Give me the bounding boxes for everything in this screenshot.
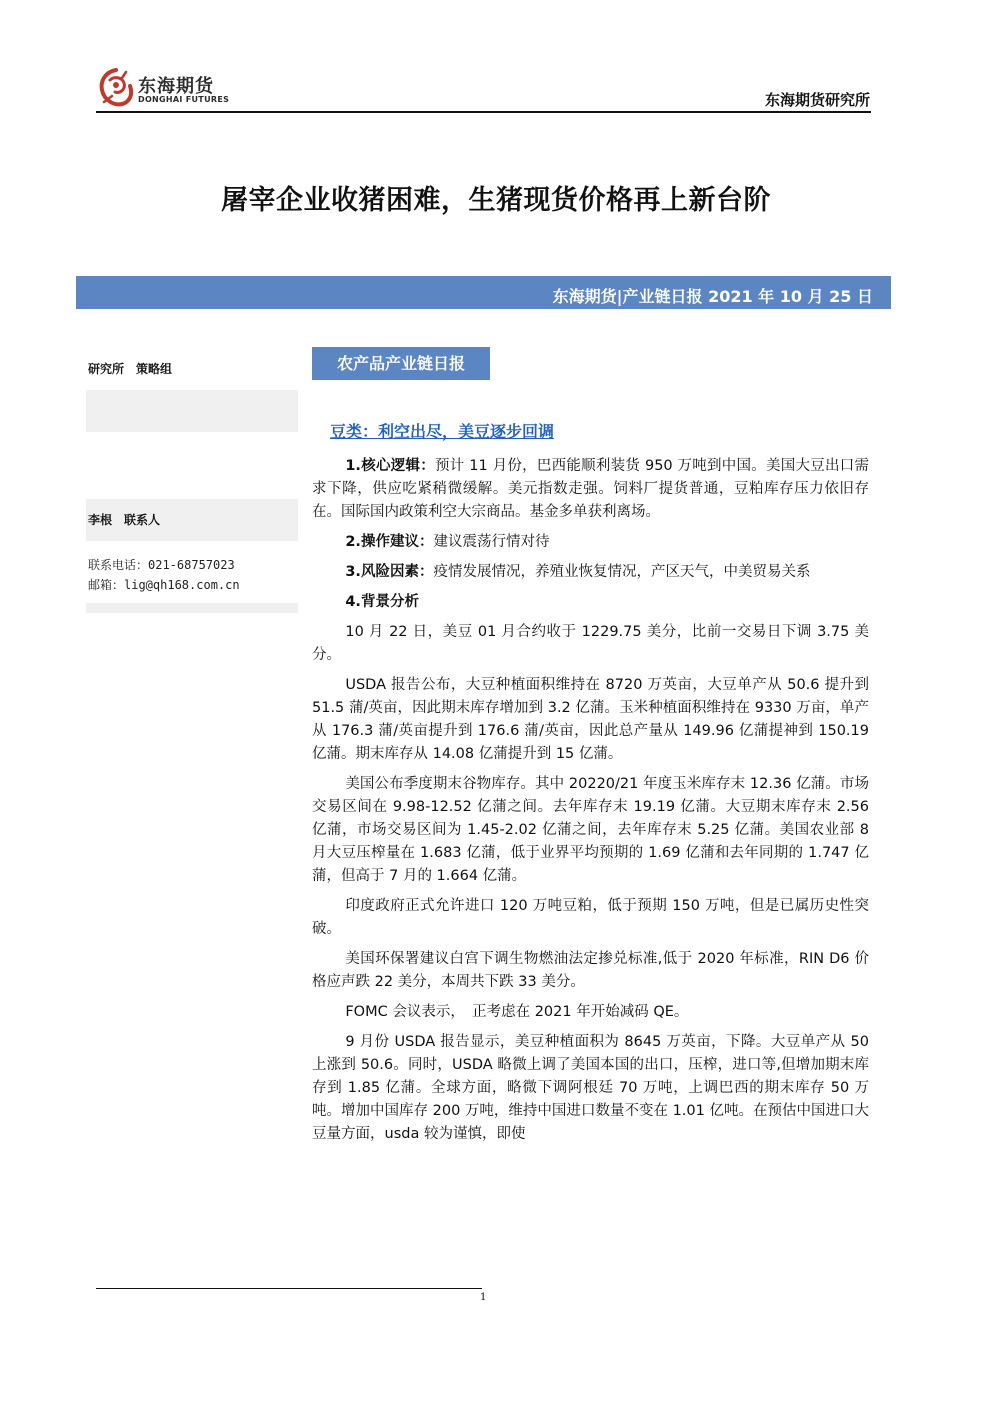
section-tag: 农产品产业链日报 bbox=[312, 347, 490, 380]
paragraph-risk: 3.风险因素：疫情发展情况，养殖业恢复情况，产区天气，中美贸易关系 bbox=[345, 564, 811, 580]
dragon-logo-icon bbox=[96, 66, 136, 110]
page-number: 1 bbox=[480, 1292, 487, 1303]
paragraph: 美国环保署建议白宫下调生物燃油法定掺兑标准,低于 2020 年标准，RIN D6 价格应声跌 22 美分，本周共下跌 33 美分。 bbox=[312, 951, 869, 990]
sidebar-contact-info bbox=[86, 541, 298, 595]
label-risk: 3.风险因素： bbox=[345, 564, 434, 580]
paragraph: 美国公布季度期末谷物库存。其中 20220/21 年度玉米库存末 12.36 亿蒲。市场交易区间在 9.98-12.52 亿蒲之间。去年库存末 19.19 亿蒲。大豆期末库存末 2.56 亿蒲，市场交易区间为 1.45-2.02 亿蒲之间，去年库存末 5.25 亿蒲。美国农业部 8 月大豆压榨量在 1.683 亿蒲，低于业界平均预期的 1.69 亿蒲和去年同期的 1.747 亿蒲，但高于 7 月的 1.664 亿蒲。 bbox=[312, 776, 869, 884]
paragraph: 9 月份 USDA 报告显示，美豆种植面积为 8645 万英亩，下降。大豆单产从 50 上涨到 50.6。同时，USDA 略微上调了美国本国的出口，压榨，进口等,但增加期末库存到 1.85 亿蒲。全球方面，略微下调阿根廷 70 万吨，上调巴西的期末库存 50 万吨。增加中国库存 200 万吨，维持中国进口数量不变在 1.01 亿吨。在预估中国进口大豆量方面，usda 较为谨慎，即使 bbox=[312, 1034, 869, 1142]
contact-phone: 联系电话：021-68757023 bbox=[88, 558, 235, 572]
header-divider bbox=[96, 111, 871, 113]
footer-divider bbox=[96, 1288, 482, 1289]
paragraph: USDA 报告公布，大豆种植面积维持在 8720 万英亩，大豆单产从 50.6 提升到 51.5 蒲/英亩，因此期末库存增加到 3.2 亿蒲。玉米种植面积维持在 9330 万亩，单产从 176.3 蒲/英亩提升到 176.6 蒲/英亩，因此总产量从 149.96 亿蒲提神到 150.19 亿蒲。期末库存从 14.08 亿蒲提升到 15 亿蒲。 bbox=[312, 677, 869, 762]
section-subheading[interactable]: 豆类：利空出尽，美豆逐步回调 bbox=[330, 422, 555, 441]
company-logo bbox=[96, 66, 236, 110]
sidebar-department: 研究所 策略组 bbox=[88, 362, 173, 376]
report-date-label: 东海期货|产业链日报 2021 年 10 月 25 日 bbox=[552, 287, 873, 306]
paragraph: 10 月 22 日，美豆 01 月合约收于 1229.75 美分，比前一交易日下调 3.75 美分。 bbox=[312, 624, 869, 663]
sidebar-shaded-block bbox=[86, 390, 298, 432]
page-title: 屠宰企业收猪困难，生猪现货价格再上新台阶 bbox=[221, 185, 771, 216]
logo-chinese-name: 东海期货 bbox=[138, 76, 214, 97]
sidebar-contact-name: 李根 联系人 bbox=[86, 499, 298, 541]
sidebar-shaded-block-bottom bbox=[86, 603, 298, 613]
label-advice: 2.操作建议： bbox=[345, 534, 434, 550]
contact-email: 邮箱：lig@qh168.com.cn bbox=[88, 578, 240, 592]
paragraph-advice: 2.操作建议：建议震荡行情对待 bbox=[345, 534, 550, 550]
paragraph: FOMC 会议表示， 正考虑在 2021 年开始减码 QE。 bbox=[345, 1004, 689, 1020]
paragraph: 印度政府正式允许进口 120 万吨豆粕，低于预期 150 万吨，但是已属历史性突破。 bbox=[312, 898, 869, 937]
label-core-logic: 1.核心逻辑： bbox=[345, 458, 435, 474]
paragraph-core-logic: 1.核心逻辑：预计 11 月份，巴西能顺利装货 950 万吨到中国。美国大豆出口需求下降，供应吃紧稍微缓解。美元指数走强。饲料厂提货普通，豆粕库存压力依旧存在。国际国内政策利空大宗商品。基金多单获利离场。 bbox=[312, 458, 870, 520]
logo-english-name: DONGHAI FUTURES bbox=[138, 95, 230, 104]
header-institute-label: 东海期货研究所 bbox=[764, 91, 870, 109]
label-background: 4.背景分析 bbox=[345, 594, 419, 610]
report-banner bbox=[76, 276, 891, 309]
sidebar bbox=[86, 350, 298, 613]
report-body bbox=[312, 420, 869, 1153]
